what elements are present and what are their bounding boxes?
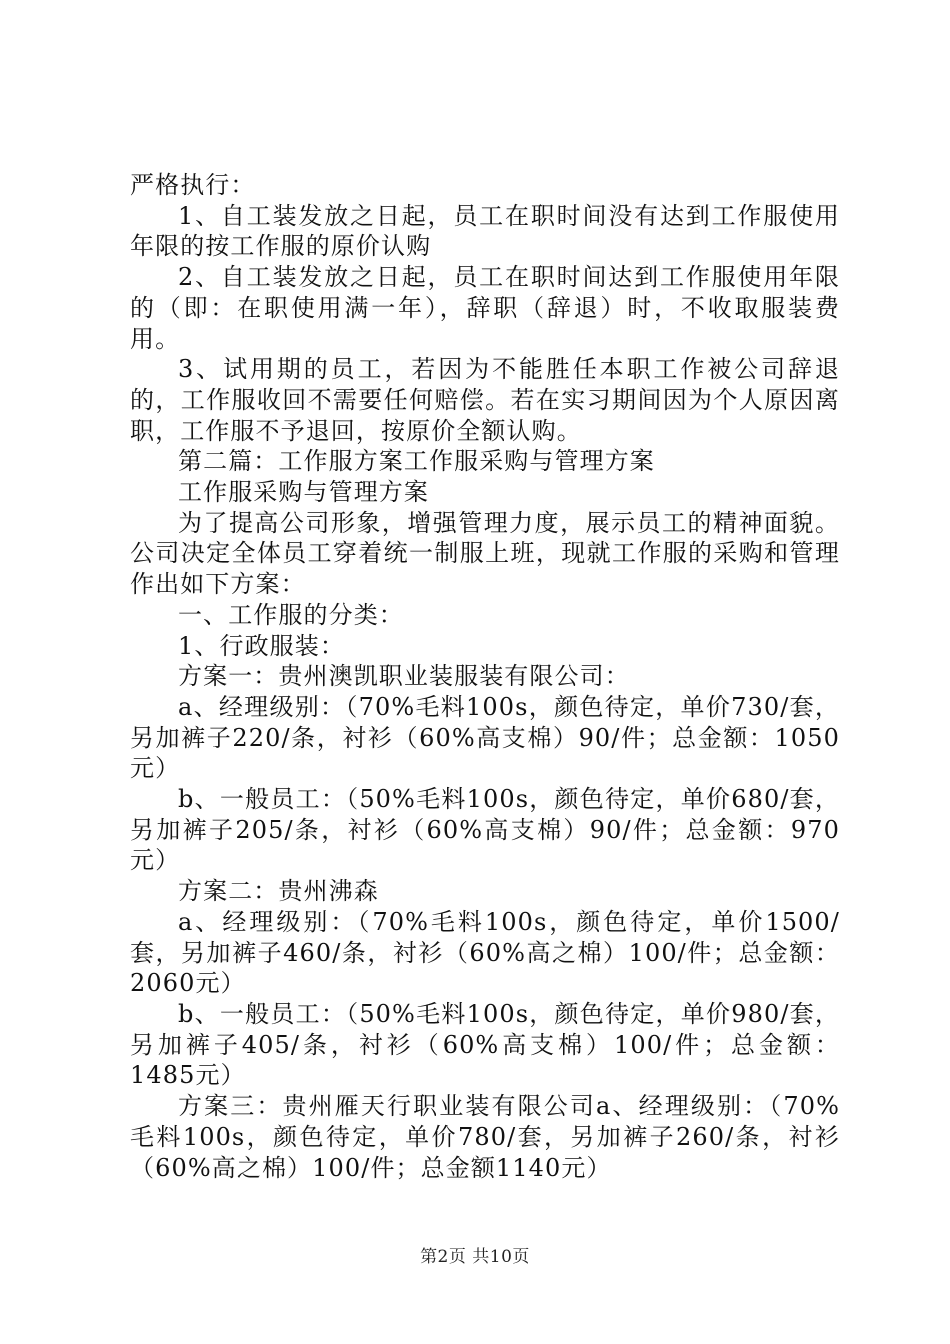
plan-item: 方案三：贵州雁天行职业装有限公司a、经理级别：（70%毛料100s，颜色待定，单价780/套，另加裤子260/条，衬衫（60%高之棉）100/件；总金额1140元） xyxy=(130,1092,840,1182)
list-heading: 一、工作服的分类： xyxy=(178,600,404,629)
paragraph: 2、自工装发放之日起，员工在职时间达到工作服使用年限的（即：在职使用满一年），辞职（辞退）时，不收取服装费用。 xyxy=(130,263,840,353)
page-footer: 第2页 共10页 xyxy=(420,1247,530,1267)
paragraph: 为了提高公司形象，增强管理力度，展示员工的精神面貌。公司决定全体员工穿着统一制服上班，现就工作服的采购和管理作出如下方案： xyxy=(130,508,840,599)
document-title: 工作服采购与管理方案 xyxy=(178,478,429,507)
plan-item: b、一般员工：（50%毛料100s，颜色待定，单价980/套，另加裤子405/条，衬衫（60%高支棉）100/件；总金额：1485元） xyxy=(130,999,840,1090)
plan-item: a、经理级别：（70%毛料100s，颜色待定，单价1500/套，另加裤子460/条，衬衫（60%高之棉）100/件；总金额：2060元） xyxy=(130,907,840,998)
document-body xyxy=(130,170,840,1183)
paragraph: 1、自工装发放之日起，员工在职时间没有达到工作服使用年限的按工作服的原价认购 xyxy=(130,201,840,261)
section-heading: 第二篇：工作服方案工作服采购与管理方案 xyxy=(178,447,655,476)
plan-item: a、经理级别：（70%毛料100s，颜色待定，单价730/套，另加裤子220/条，衬衫（60%高支棉）90/件；总金额：1050元） xyxy=(130,692,840,783)
paragraph: 严格执行： xyxy=(130,171,256,199)
list-heading: 1、行政服装： xyxy=(178,631,345,660)
plan-heading: 方案一：贵州澳凯职业装服装有限公司： xyxy=(178,662,630,691)
paragraph: 3、试用期的员工，若因为不能胜任本职工作被公司辞退的，工作服收回不需要任何赔偿。若在实习期间因为个人原因离职，工作服不予退回，按原价全额认购。 xyxy=(130,355,840,445)
plan-item: b、一般员工：（50%毛料100s，颜色待定，单价680/套，另加裤子205/条，衬衫（60%高支棉）90/件；总金额：970元） xyxy=(130,785,840,875)
plan-heading: 方案二：贵州沸森 xyxy=(178,877,379,906)
